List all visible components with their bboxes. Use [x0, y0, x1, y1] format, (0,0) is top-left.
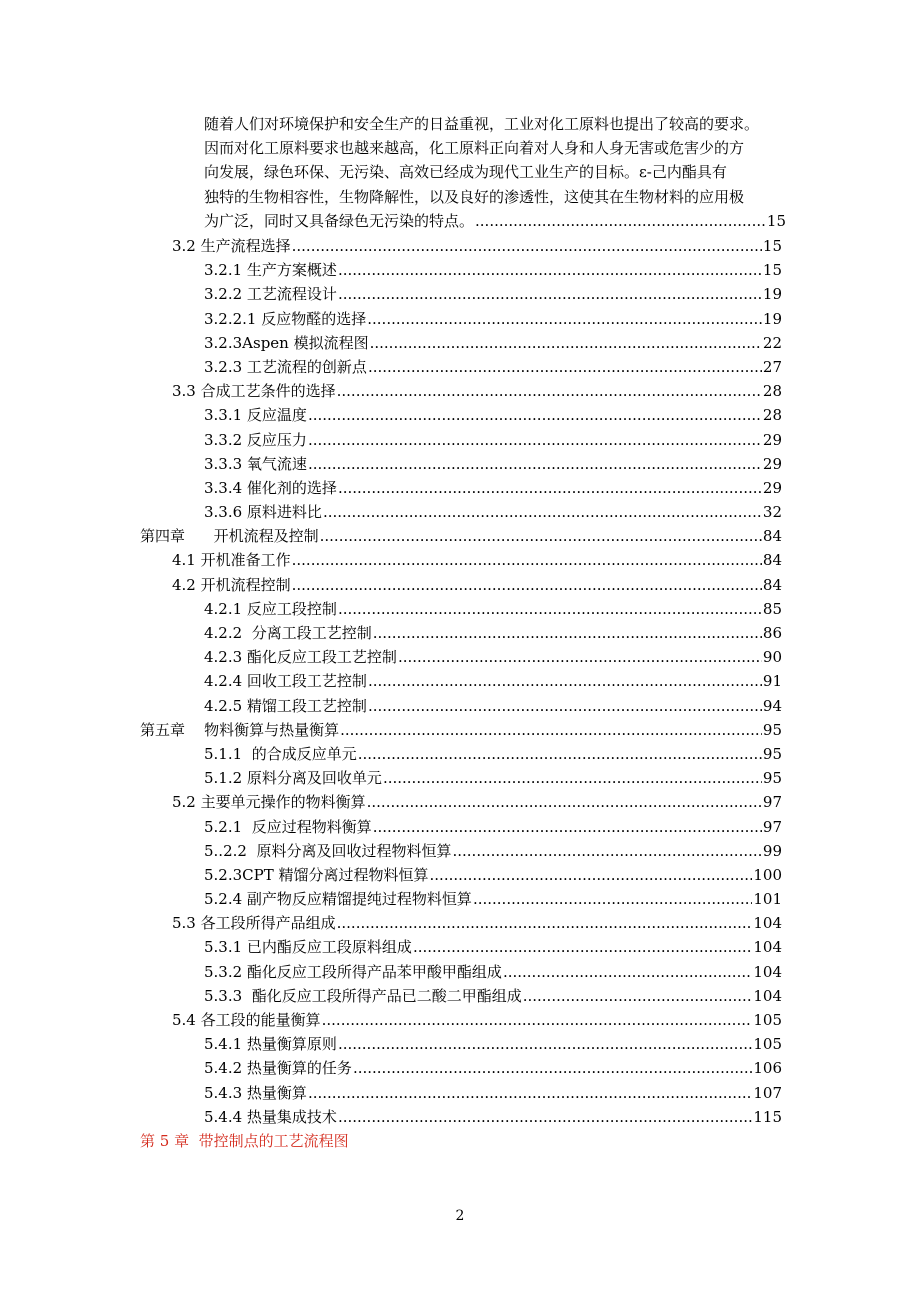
dot-leader — [413, 935, 752, 959]
toc-title: 3.2.3 工艺流程的创新点 — [204, 357, 367, 376]
toc-page-number: 27 — [762, 357, 782, 376]
toc-title: 5.3 各工段所得产品组成 — [172, 914, 336, 933]
toc-title: 4.2.2 分离工段工艺控制 — [204, 624, 372, 642]
toc-page-number: 100 — [753, 865, 782, 884]
toc-title: 3.2.2.1 反应物醛的选择 — [204, 309, 367, 328]
toc-page-number: 15 — [762, 261, 782, 280]
toc-entry[interactable] — [0, 863, 782, 887]
toc-page-number: 91 — [762, 672, 782, 691]
toc-title: 4.2.5 精馏工段工艺控制 — [204, 696, 367, 715]
dot-leader — [308, 452, 762, 476]
toc-title: 5..2.2 原料分离及回收过程物料恒算 — [204, 841, 452, 860]
toc-page-number: 97 — [762, 817, 782, 836]
dot-leader — [353, 1056, 752, 1080]
dot-leader — [308, 428, 762, 452]
dot-leader — [373, 621, 762, 645]
dot-leader — [358, 742, 762, 766]
dot-leader — [292, 234, 762, 258]
dot-leader — [323, 500, 762, 524]
toc-title: 5.3.2 酯化反应工段所得产品苯甲酸甲酯组成 — [204, 962, 502, 981]
toc-page-number: 84 — [762, 575, 782, 594]
toc-page-number: 105 — [753, 1011, 782, 1029]
toc-entry[interactable] — [0, 476, 782, 500]
toc-title: 5.1.1 的合成反应单元 — [204, 744, 357, 763]
toc-chapter-entry[interactable] — [0, 524, 782, 548]
toc-page-number: 15 — [766, 211, 786, 230]
toc-title: 5.2.1 反应过程物料衡算 — [204, 817, 372, 836]
toc-title: 5.2.3CPT 精馏分离过程物料恒算 — [204, 865, 429, 884]
toc-page-number: 104 — [753, 962, 782, 981]
dot-leader — [473, 887, 752, 911]
toc-title: 5.4.3 热量衡算 — [204, 1083, 307, 1102]
toc-title: 5.1.2 原料分离及回收单元 — [204, 769, 382, 788]
toc-title: 4.2.3 酯化反应工段工艺控制 — [204, 648, 397, 667]
dot-leader — [338, 1105, 752, 1129]
toc-entry[interactable] — [0, 694, 782, 718]
toc-entry[interactable] — [0, 428, 782, 452]
toc-entry[interactable] — [0, 403, 782, 427]
toc-entry[interactable] — [0, 548, 782, 572]
toc-entry[interactable] — [0, 621, 782, 645]
toc-entry[interactable] — [0, 258, 782, 282]
toc-entry[interactable] — [0, 815, 782, 839]
dot-leader — [322, 1008, 753, 1032]
toc-title: 3.3.6 原料进料比 — [204, 503, 322, 522]
toc-red-chapter-entry[interactable] — [0, 1129, 782, 1153]
toc-page-number: 107 — [753, 1083, 782, 1102]
toc-title: 3.3.2 反应压力 — [204, 430, 307, 449]
dot-leader — [338, 282, 762, 306]
toc-entry[interactable] — [0, 839, 782, 863]
dot-leader — [367, 307, 762, 331]
toc-page-number: 104 — [753, 914, 782, 933]
toc-entry[interactable] — [0, 1008, 782, 1032]
toc-page-number: 28 — [762, 382, 782, 401]
toc-page-number: 97 — [762, 793, 782, 812]
toc-entry[interactable] — [0, 766, 782, 790]
dot-leader — [292, 573, 762, 597]
toc-title: 5.4.1 热量衡算原则 — [204, 1035, 337, 1054]
toc-entry[interactable] — [0, 452, 782, 476]
dot-leader — [367, 790, 762, 814]
toc-entry[interactable] — [0, 331, 782, 355]
toc-page-number: 105 — [753, 1035, 782, 1054]
intro-line: 独特的生物相容性，生物降解性，以及良好的渗透性，这使其在生物材料的应用极 — [204, 187, 745, 206]
toc-title: 5.4 各工段的能量衡算 — [172, 1011, 321, 1029]
table-of-contents — [0, 234, 920, 1153]
dot-leader — [340, 718, 762, 742]
toc-entry[interactable] — [0, 1032, 782, 1056]
toc-title: 3.3.1 反应温度 — [204, 406, 307, 425]
toc-entry[interactable] — [0, 234, 782, 258]
toc-entry[interactable] — [0, 911, 782, 935]
dot-leader — [368, 355, 762, 379]
toc-entry[interactable] — [0, 669, 782, 693]
dot-leader — [452, 839, 761, 863]
dot-leader — [503, 960, 752, 984]
toc-entry[interactable] — [0, 960, 782, 984]
toc-page-number: 32 — [762, 503, 782, 522]
toc-entry[interactable] — [0, 573, 782, 597]
dot-leader — [523, 984, 753, 1008]
toc-entry[interactable] — [0, 379, 782, 403]
dot-leader — [320, 524, 762, 548]
toc-page-number: 115 — [753, 1107, 782, 1126]
toc-entry[interactable] — [0, 500, 782, 524]
dot-leader — [337, 911, 753, 935]
intro-paragraph — [204, 112, 794, 233]
toc-entry[interactable] — [0, 1081, 782, 1105]
toc-title: 4.2.1 反应工段控制 — [204, 599, 337, 618]
page-number: 2 — [455, 1208, 465, 1224]
toc-page-number: 22 — [762, 333, 782, 352]
toc-entry[interactable] — [0, 597, 782, 621]
intro-last-line — [204, 209, 786, 233]
dot-leader — [368, 669, 762, 693]
toc-page-number: 85 — [762, 599, 782, 618]
toc-page-number: 95 — [762, 744, 782, 763]
toc-title: 5.4.2 热量衡算的任务 — [204, 1059, 352, 1078]
toc-entry[interactable] — [0, 742, 782, 766]
toc-entry[interactable] — [0, 1056, 782, 1080]
intro-line: 向发展，绿色环保、无污染、高效已经成为现代工业生产的目标。ε-己内酯具有 — [204, 163, 727, 182]
intro-line: 随着人们对环境保护和安全生产的日益重视，工业对化工原料也提出了较高的要求。 — [204, 115, 760, 133]
toc-chapter-entry[interactable] — [0, 718, 782, 742]
dot-leader — [337, 379, 762, 403]
toc-title: 3.2.3Aspen 模拟流程图 — [204, 333, 369, 352]
toc-page-number: 84 — [762, 551, 782, 570]
toc-entry[interactable] — [0, 1105, 782, 1129]
toc-page-number: 28 — [762, 406, 782, 425]
toc-title: 3.3.4 催化剂的选择 — [204, 478, 337, 497]
toc-title: 3.3 合成工艺条件的选择 — [172, 382, 336, 401]
toc-title: 第五章 物料衡算与热量衡算 — [140, 720, 340, 739]
toc-page-number: 86 — [762, 624, 782, 642]
toc-page-number: 95 — [762, 720, 782, 739]
toc-page-number: 84 — [762, 527, 782, 546]
toc-entry[interactable] — [0, 307, 782, 331]
dot-leader — [430, 863, 753, 887]
intro-line: 因而对化工原料要求也越来越高，化工原料正向着对人身和人身无害或危害少的方 — [204, 139, 745, 158]
toc-title: 4.2 开机流程控制 — [172, 575, 291, 594]
toc-title: 5.2.4 副产物反应精馏提纯过程物料恒算 — [204, 890, 472, 909]
toc-title: 5.4.4 热量集成技术 — [204, 1107, 337, 1126]
dot-leader — [292, 548, 762, 572]
toc-entry[interactable] — [0, 645, 782, 669]
toc-page-number: 29 — [762, 478, 782, 497]
toc-title: 3.3.3 氧气流速 — [204, 454, 307, 473]
dot-leader — [338, 258, 762, 282]
dot-leader — [370, 331, 762, 355]
toc-page-number: 106 — [753, 1059, 782, 1078]
toc-page-number: 29 — [762, 454, 782, 473]
toc-title: 5.3.3 酯化反应工段所得产品已二酸二甲酯组成 — [204, 986, 522, 1005]
toc-title: 5.3.1 已内酯反应工段原料组成 — [204, 938, 412, 957]
toc-title: 4.1 开机准备工作 — [172, 551, 291, 570]
toc-page-number: 104 — [753, 938, 782, 957]
dot-leader — [383, 766, 762, 790]
toc-entry[interactable] — [0, 790, 782, 814]
toc-title: 3.2.1 生产方案概述 — [204, 261, 337, 280]
dot-leader — [338, 476, 762, 500]
toc-title: 第 5 章 带控制点的工艺流程图 — [140, 1131, 349, 1150]
dot-leader — [338, 1032, 752, 1056]
toc-entry[interactable] — [0, 355, 782, 379]
toc-page-number: 94 — [762, 696, 782, 715]
toc-page-number: 15 — [762, 237, 782, 255]
toc-page-number: 101 — [753, 890, 782, 909]
toc-title: 3.2 生产流程选择 — [172, 237, 291, 255]
dot-leader — [373, 815, 762, 839]
toc-page-number: 29 — [762, 430, 782, 449]
dot-leader — [308, 403, 762, 427]
dot-leader — [308, 1081, 752, 1105]
toc-entry[interactable] — [0, 935, 782, 959]
dot-leader — [398, 645, 762, 669]
toc-title: 4.2.4 回收工段工艺控制 — [204, 672, 367, 691]
toc-entry[interactable] — [0, 282, 782, 306]
toc-page-number: 19 — [762, 309, 782, 328]
toc-title: 5.2 主要单元操作的物料衡算 — [172, 793, 366, 812]
toc-page-number: 104 — [753, 986, 782, 1005]
dot-leader — [338, 597, 762, 621]
toc-page-number: 99 — [762, 841, 782, 860]
toc-page-number: 19 — [762, 285, 782, 304]
toc-page-number: 95 — [762, 769, 782, 788]
toc-entry[interactable] — [0, 984, 782, 1008]
intro-last-text: 为广泛，同时又具备绿色无污染的特点。 — [204, 211, 475, 230]
toc-title: 第四章 开机流程及控制 — [140, 527, 319, 546]
toc-entry[interactable] — [0, 887, 782, 911]
dot-leader — [475, 209, 766, 233]
toc-title: 3.2.2 工艺流程设计 — [204, 285, 337, 304]
toc-page-number: 90 — [762, 648, 782, 667]
dot-leader — [368, 694, 762, 718]
